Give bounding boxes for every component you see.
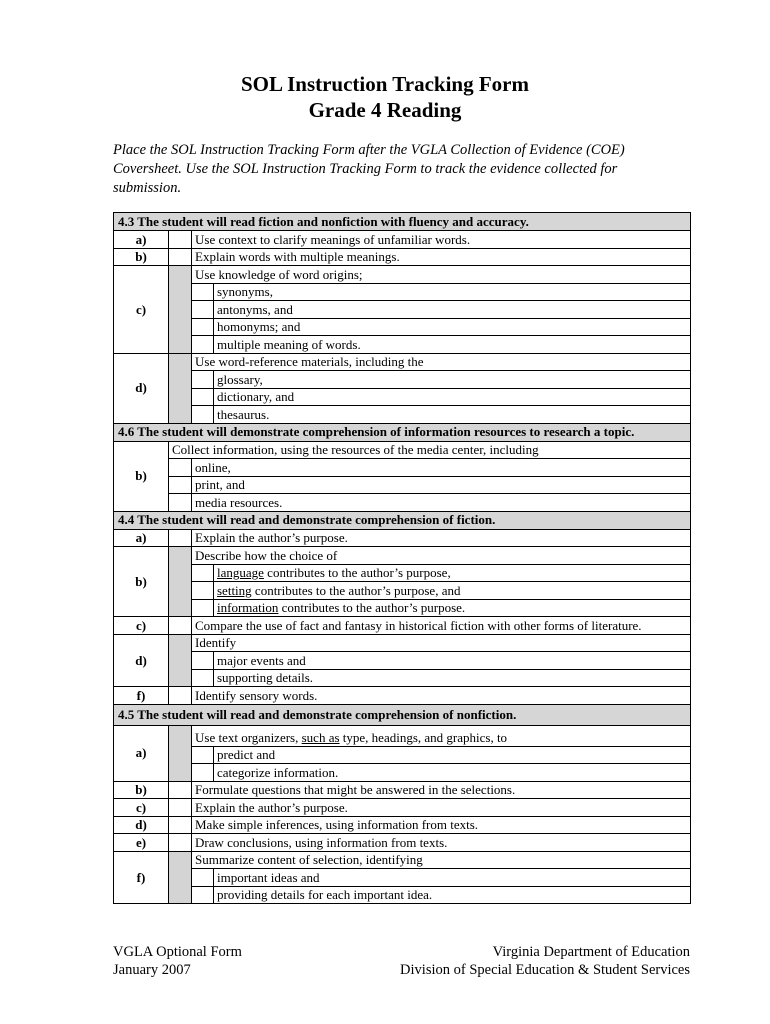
table-row bbox=[114, 746, 691, 764]
item-label: d) bbox=[114, 816, 169, 834]
tracking-checkbox[interactable] bbox=[169, 781, 192, 799]
table-row bbox=[114, 388, 691, 406]
item-label: c) bbox=[114, 617, 169, 635]
sub-item-text: dictionary, and bbox=[214, 388, 691, 406]
tracking-checkbox[interactable] bbox=[192, 318, 214, 336]
item-label: d) bbox=[114, 353, 169, 423]
table-row bbox=[114, 301, 691, 319]
sub-item-text: media resources. bbox=[192, 494, 691, 512]
tracking-checkbox[interactable] bbox=[169, 494, 192, 512]
form-subtitle: Grade 4 Reading bbox=[308, 98, 462, 122]
item-label: b) bbox=[114, 248, 169, 266]
item-text: Make simple inferences, using information from texts. bbox=[192, 816, 691, 834]
item-label: b) bbox=[114, 547, 169, 617]
item-text bbox=[192, 725, 691, 746]
item-label: a) bbox=[114, 231, 169, 249]
tracking-checkbox[interactable] bbox=[192, 886, 214, 904]
table-row bbox=[114, 669, 691, 687]
shaded-cell bbox=[169, 851, 192, 904]
shaded-cell bbox=[169, 634, 192, 687]
sub-item-text: categorize information. bbox=[214, 764, 691, 782]
item-label: e) bbox=[114, 834, 169, 852]
item-text: Explain words with multiple meanings. bbox=[192, 248, 691, 266]
table-row bbox=[114, 353, 691, 371]
table-row bbox=[114, 564, 691, 582]
tracking-checkbox[interactable] bbox=[192, 301, 214, 319]
item-text: Describe how the choice of bbox=[192, 547, 691, 565]
item-text: Identify sensory words. bbox=[192, 687, 691, 705]
table-row bbox=[114, 529, 691, 547]
item-text: Compare the use of fact and fantasy in historical fiction with other forms of literature. bbox=[192, 617, 691, 635]
sub-item-text: thesaurus. bbox=[214, 406, 691, 424]
table-row bbox=[114, 441, 691, 459]
underlined-term: setting bbox=[217, 582, 252, 598]
sub-item-text: synonyms, bbox=[214, 283, 691, 301]
item-text: Identify bbox=[192, 634, 691, 652]
sub-item-text: multiple meaning of words. bbox=[214, 336, 691, 354]
item-text-pre: Use text organizers, bbox=[195, 730, 302, 745]
sub-item-text: online, bbox=[192, 459, 691, 477]
shaded-cell bbox=[169, 547, 192, 617]
table-row bbox=[114, 799, 691, 817]
sub-item-text bbox=[214, 582, 691, 600]
section-header-text: 4.5 The student will read and demonstrate comprehension of nonfiction. bbox=[114, 704, 691, 725]
table-row bbox=[114, 582, 691, 600]
tracking-checkbox[interactable] bbox=[192, 406, 214, 424]
table-row bbox=[114, 248, 691, 266]
table-row bbox=[114, 231, 691, 249]
tracking-checkbox[interactable] bbox=[169, 687, 192, 705]
footer-division: Division of Special Education & Student Services bbox=[400, 962, 690, 978]
tracking-checkbox[interactable] bbox=[169, 816, 192, 834]
sub-item-text: important ideas and bbox=[214, 869, 691, 887]
shaded-cell bbox=[169, 266, 192, 354]
sub-item-text: supporting details. bbox=[214, 669, 691, 687]
item-text: Summarize content of selection, identifying bbox=[192, 851, 691, 869]
footer-department: Virginia Department of Education bbox=[492, 944, 690, 960]
item-label: a) bbox=[114, 529, 169, 547]
item-text: Explain the author’s purpose. bbox=[192, 529, 691, 547]
section-header-text: 4.4 The student will read and demonstrate comprehension of fiction. bbox=[114, 511, 691, 529]
tracking-checkbox[interactable] bbox=[192, 336, 214, 354]
tracking-checkbox[interactable] bbox=[169, 248, 192, 266]
table-row bbox=[114, 816, 691, 834]
form-title: SOL Instruction Tracking Form bbox=[240, 72, 529, 96]
tracking-checkbox[interactable] bbox=[192, 869, 214, 887]
sub-item-text: major events and bbox=[214, 652, 691, 670]
section-header-text: 4.6 The student will demonstrate comprehension of information resources to research a topic. bbox=[114, 423, 691, 441]
footer-form-name: VGLA Optional Form bbox=[113, 944, 242, 960]
sub-item-text: print, and bbox=[192, 476, 691, 494]
sub-item-text bbox=[214, 599, 691, 617]
tracking-checkbox[interactable] bbox=[169, 529, 192, 547]
table-row bbox=[114, 266, 691, 284]
table-row bbox=[114, 406, 691, 424]
tracking-checkbox[interactable] bbox=[192, 599, 214, 617]
section-header-4-4 bbox=[114, 511, 691, 529]
tracking-checkbox[interactable] bbox=[169, 231, 192, 249]
tracking-checkbox[interactable] bbox=[192, 283, 214, 301]
item-text: Formulate questions that might be answered in the selections. bbox=[192, 781, 691, 799]
item-label: f) bbox=[114, 687, 169, 705]
item-text: Use knowledge of word origins; bbox=[192, 266, 691, 284]
sub-item-text bbox=[214, 564, 691, 582]
sub-item-text: predict and bbox=[214, 746, 691, 764]
underlined-term: language bbox=[217, 565, 264, 580]
section-header-text: 4.3 The student will read fiction and nonfiction with fluency and accuracy. bbox=[114, 213, 691, 231]
sub-item-rest: contributes to the author’s purpose, and bbox=[251, 582, 461, 598]
footer-left bbox=[113, 943, 242, 979]
sub-item-text: antonyms, and bbox=[214, 301, 691, 319]
table-row bbox=[114, 459, 691, 477]
item-label: f) bbox=[114, 851, 169, 904]
tracking-checkbox[interactable] bbox=[192, 669, 214, 687]
underlined-term: such as bbox=[301, 730, 340, 745]
item-label: a) bbox=[114, 725, 169, 781]
tracking-checkbox[interactable] bbox=[192, 564, 214, 582]
item-text: Explain the author’s purpose. bbox=[192, 799, 691, 817]
table-row bbox=[114, 687, 691, 705]
underlined-term: information bbox=[217, 600, 279, 615]
item-label: b) bbox=[114, 781, 169, 799]
item-label: b) bbox=[114, 441, 169, 511]
footer-date: January 2007 bbox=[113, 962, 191, 978]
tracking-checkbox[interactable] bbox=[192, 746, 214, 764]
table-row bbox=[114, 494, 691, 512]
table-row bbox=[114, 725, 691, 746]
tracking-checkbox[interactable] bbox=[169, 459, 192, 477]
sol-tracking-table bbox=[113, 212, 691, 904]
tracking-checkbox[interactable] bbox=[169, 799, 192, 817]
tracking-checkbox[interactable] bbox=[169, 476, 192, 494]
tracking-checkbox[interactable] bbox=[192, 764, 214, 782]
table-row bbox=[114, 371, 691, 389]
table-row bbox=[114, 764, 691, 782]
section-header-4-6 bbox=[114, 423, 691, 441]
section-header-4-3 bbox=[114, 213, 691, 231]
tracking-checkbox[interactable] bbox=[192, 371, 214, 389]
item-text: Collect information, using the resources of the media center, including bbox=[169, 441, 691, 459]
table-row bbox=[114, 476, 691, 494]
item-label: d) bbox=[114, 634, 169, 687]
sub-item-rest: contributes to the author’s purpose, bbox=[263, 565, 451, 580]
item-text: Draw conclusions, using information from texts. bbox=[192, 834, 691, 852]
item-label: c) bbox=[114, 799, 169, 817]
item-text: Use context to clarify meanings of unfamiliar words. bbox=[192, 231, 691, 249]
tracking-checkbox[interactable] bbox=[192, 582, 214, 600]
table-row bbox=[114, 886, 691, 904]
sub-item-text: homonyms; and bbox=[214, 318, 691, 336]
table-row bbox=[114, 834, 691, 852]
table-row bbox=[114, 652, 691, 670]
table-row bbox=[114, 781, 691, 799]
sub-item-text: providing details for each important idea. bbox=[214, 886, 691, 904]
footer-right bbox=[400, 943, 690, 979]
table-row bbox=[114, 851, 691, 869]
tracking-checkbox[interactable] bbox=[192, 388, 214, 406]
section-header-4-5 bbox=[114, 704, 691, 725]
shaded-cell bbox=[169, 353, 192, 423]
table-row bbox=[114, 599, 691, 617]
sub-item-text: glossary, bbox=[214, 371, 691, 389]
intro-paragraph: Place the SOL Instruction Tracking Form after the VGLA Collection of Evidence (COE) Coversheet. Use the SOL Instruction Tracking Form to track the evidence collected for submission. bbox=[113, 142, 625, 196]
table-row bbox=[114, 634, 691, 652]
item-label: c) bbox=[114, 266, 169, 354]
tracking-checkbox[interactable] bbox=[169, 834, 192, 852]
table-row bbox=[114, 869, 691, 887]
tracking-checkbox[interactable] bbox=[192, 652, 214, 670]
table-row bbox=[114, 617, 691, 635]
table-row bbox=[114, 283, 691, 301]
item-text: Use word-reference materials, including the bbox=[192, 353, 691, 371]
table-row bbox=[114, 547, 691, 565]
item-text-post: type, headings, and graphics, to bbox=[339, 730, 508, 745]
table-row bbox=[114, 318, 691, 336]
shaded-cell bbox=[169, 725, 192, 781]
sub-item-rest: contributes to the author’s purpose. bbox=[278, 600, 466, 615]
tracking-checkbox[interactable] bbox=[169, 617, 192, 635]
table-row bbox=[114, 336, 691, 354]
